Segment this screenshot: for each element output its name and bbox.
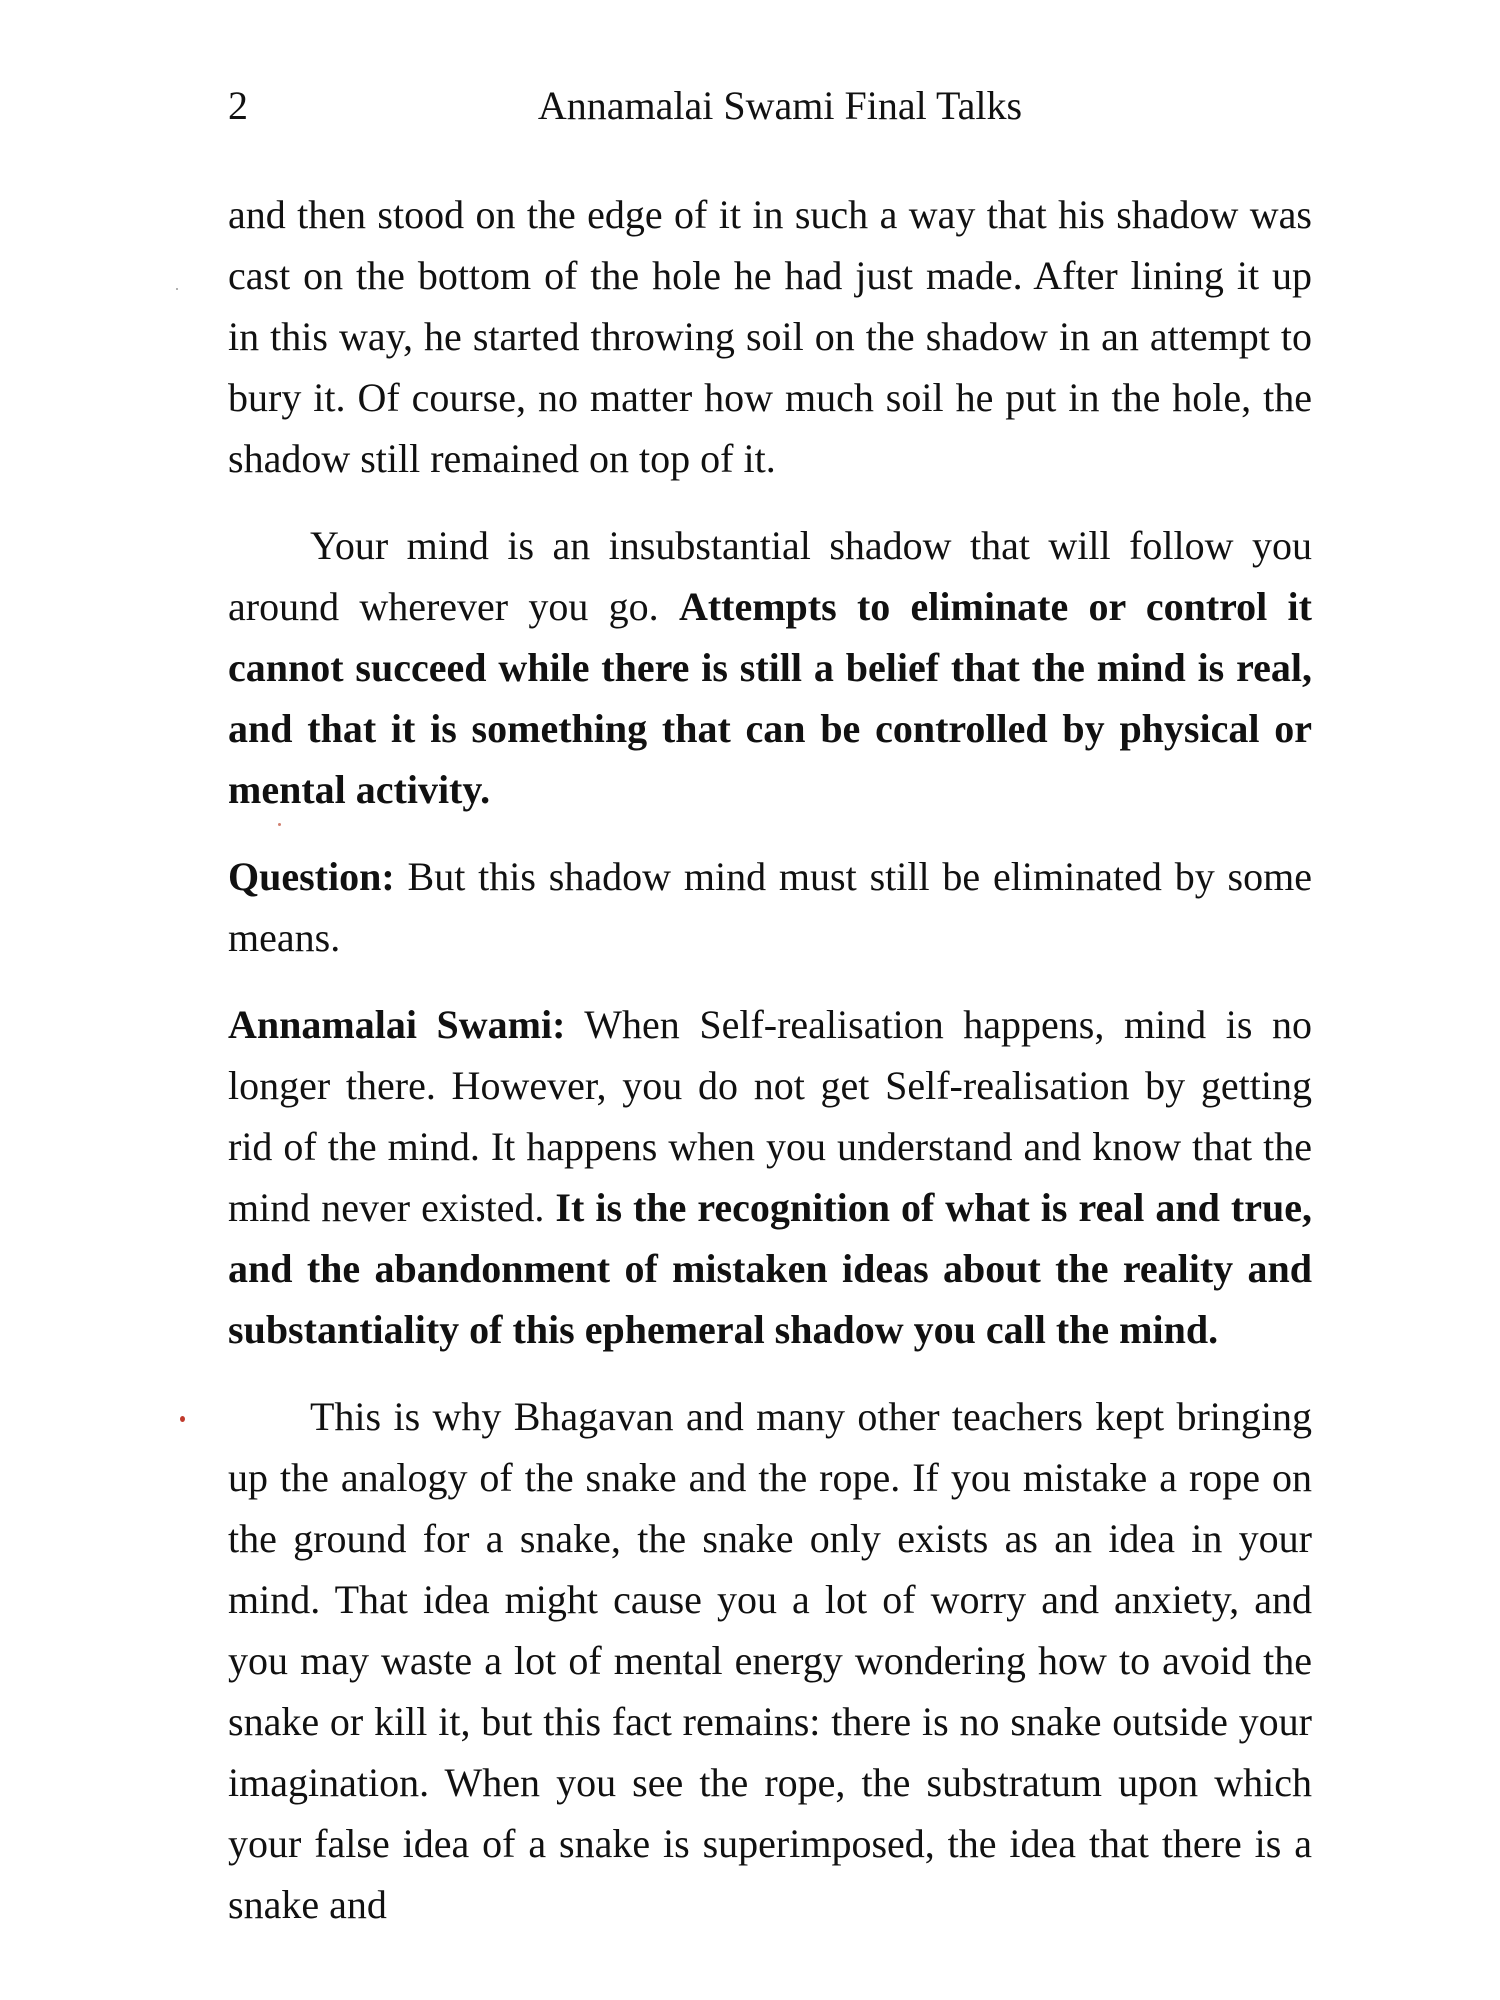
paragraph [228,515,1312,820]
paragraph [228,184,1312,489]
bold-text-run: Attempts to eliminate or control it cannot succeed while there is still a belief that the mind is real, and that it is something that can be controlled by physical or mental activity. [228,584,1312,812]
bold-text-run: It is the recognition of what is real and true, and the abandonment of mistaken ideas about the reality and substantiality of this ephemeral shadow you call the mind. [228,1185,1312,1352]
paragraph [228,1386,1312,1935]
paragraph [228,846,1312,968]
text-run: But this shadow mind must still be eliminated by some means. [228,854,1312,960]
bold-text-run: Question: [228,854,395,899]
text-run: This is why Bhagavan and many other teachers kept bringing up the analogy of the snake and the rope. If you mistake a rope on the ground for a snake, the snake only exists as an idea in your mind. That idea might cause you a lot of worry and anxiety, and you may waste a lot of mental energy wondering how to avoid the snake or kill it, but this fact remains: there is no snake outside your imagination. When you see the rope, the substratum upon which your false idea of a snake is superimposed, the idea that there is a snake and [228,1394,1312,1927]
running-head [228,78,1312,134]
dust-speck [176,288,178,290]
text-run: and then stood on the edge of it in such a way that his shadow was cast on the bottom of the hole he had just made. After lining it up in this way, he started throwing soil on the shadow in an attempt to bury it. Of course, no matter how much soil he put in the hole, the shadow still remained on top of it. [228,192,1312,481]
paragraph [228,994,1312,1360]
page-number: 2 [228,83,248,128]
book-title: Annamalai Swami Final Talks [537,83,1023,128]
text-run: When Self-realisation happens, mind is no longer there. However, you do not get Self-realisation by getting rid of the mind. It happens when you understand and know that the mind never existed. [228,1002,1313,1230]
bold-text-run: Annamalai Swami: [228,1002,566,1047]
body-text [228,184,1312,1935]
text-run: Your mind is an insubstantial shadow that will follow you around wherever you go. [228,523,1312,629]
dust-speck [278,823,281,826]
red-ink-speck [180,1416,185,1422]
